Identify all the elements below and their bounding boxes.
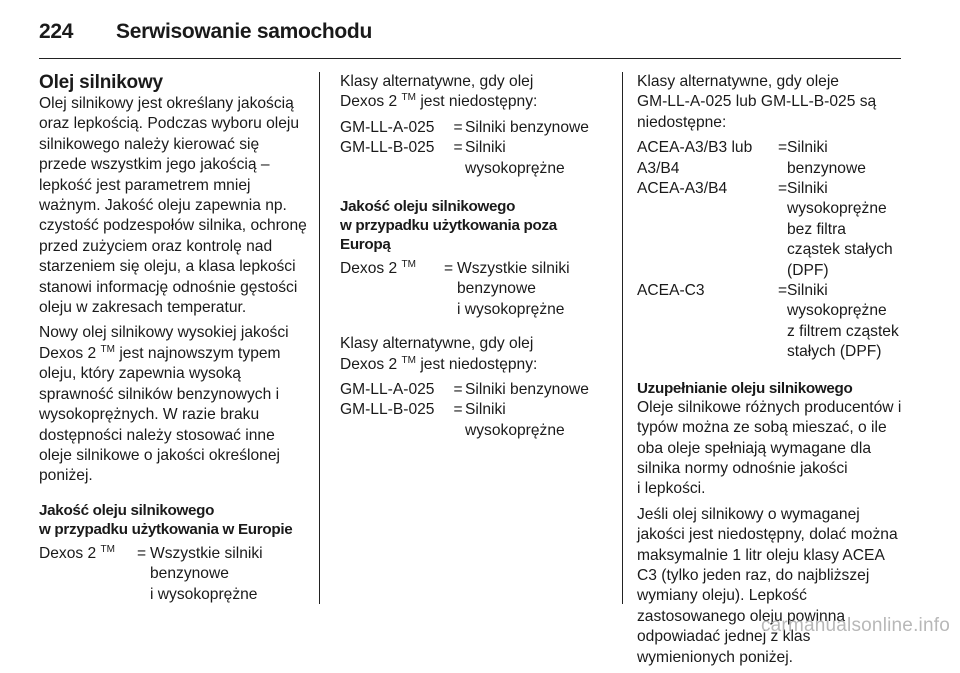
spec-name: Dexos 2 ™ <box>340 259 416 278</box>
spec-name: GM-LL-B-025 <box>340 139 435 157</box>
spec-table-acea <box>637 138 903 362</box>
spec-name: GM-LL-A-025 <box>340 381 435 399</box>
column-divider-1 <box>319 72 320 604</box>
subheading-quality-europe: Jakość oleju silnikowego w przypadku użytkowania w Europie <box>39 501 293 538</box>
spec-equals: = <box>453 118 463 136</box>
spec-value: Silniki wysokoprężne <box>465 401 565 439</box>
page-title: Serwisowanie samochodu <box>116 20 372 43</box>
spec-value: Wszystkie silniki benzynowe i wysokoprężne <box>457 260 570 318</box>
spec-equals: = <box>136 544 147 562</box>
spec-table-europe <box>39 544 307 605</box>
column-divider-2 <box>622 72 623 604</box>
spec-equals: = <box>443 260 454 278</box>
section-heading-engine-oil: Olej silnikowy <box>39 72 163 93</box>
spec-value: Silniki wysokoprężne <box>465 139 565 177</box>
spec-name: ACEA-C3 <box>637 282 705 300</box>
paragraph-alternative-classes-1: Klasy alternatywne, gdy olej Dexos 2 ™ jest niedostępny: <box>340 73 538 111</box>
spec-value: Silniki benzynowe <box>465 118 589 136</box>
spec-table-outside-europe <box>340 259 602 320</box>
column-3 <box>637 72 903 673</box>
spec-equals: = <box>453 381 463 399</box>
spec-value: Silniki benzynowe <box>465 381 589 399</box>
spec-name: ACEA-A3/B4 <box>637 180 728 198</box>
paragraph-acea-c3: Jeśli olej silnikowy o wymaganej jakości jest niedostępny, dolać można maksymalnie 1 litr oleju klasy ACEA C3 (tylko jeden raz, do najbliższej wymiany oleju). Lepkość zastosowanego oleju powinna odpowiadać jednej z klas wymienionych poniżej. <box>637 505 898 666</box>
paragraph-alternative-classes-2: Klasy alternatywne, gdy olej Dexos 2 ™ jest niedostępny: <box>340 335 538 373</box>
spec-equals: = <box>453 401 463 419</box>
subheading-topping-up-oil: Uzupełnianie oleju silnikowego <box>637 379 853 397</box>
spec-value: Silniki wysokoprężne bez filtra cząstek stałych (DPF) <box>787 180 893 279</box>
spec-name: Dexos 2 ™ <box>39 543 115 562</box>
paragraph-mixing-oils: Oleje silnikowe różnych producentów i typów można ze sobą mieszać, o ile oba oleje spełniają wymagane dla silnika normy odnośnie jakości i lepkości. <box>637 398 902 498</box>
watermark: carmanualsonline.info <box>760 615 950 636</box>
page-number: 224 <box>39 20 74 43</box>
spec-name: ACEA-A3/B3 lub A3/B4 <box>637 139 753 177</box>
spec-name: GM-LL-A-025 <box>340 118 435 136</box>
spec-value: Wszystkie silniki benzynowe i wysokoprężne <box>150 544 263 603</box>
column-2 <box>340 72 602 451</box>
spec-equals: = <box>778 139 788 157</box>
spec-name: GM-LL-B-025 <box>340 401 435 419</box>
subheading-quality-outside-europe: Jakość oleju silnikowego w przypadku użytkowania poza Europą <box>340 198 557 254</box>
page-header <box>39 14 901 59</box>
spec-table-alternatives-1 <box>340 118 602 179</box>
spec-table-alternatives-2 <box>340 380 602 441</box>
paragraph-dexos: Nowy olej silnikowy wysokiej jakości Dexos 2 ™ jest najnowszym typem oleju, który zapewnia wysoką sprawność silników benzynowych i wysokoprężnych. W razie braku dostępności należy stosować inne oleje silnikowe o jakości określonej poniżej. <box>39 324 289 485</box>
spec-value: Silniki wysokoprężne z filtrem cząstek stałych (DPF) <box>787 282 899 361</box>
spec-equals: = <box>778 282 788 300</box>
column-1 <box>39 72 307 615</box>
spec-value: Silniki benzynowe <box>787 139 866 177</box>
spec-equals: = <box>778 180 788 198</box>
spec-equals: = <box>453 139 463 157</box>
paragraph-oil-quality: Olej silnikowy jest określany jakością oraz lepkością. Podczas wyboru oleju silnikowego należy kierować się przede wszystkim jego jakością – lepkość jest parametrem mniej ważnym. Jakość oleju zapewnia np. czystość podzespołów silnika, ochronę przed zużyciem oraz kontrolę nad starzeniem się oleju, a klasa lepkości stanowi informację odnośnie gęstości oleju w zakresach temperatur. <box>39 95 307 317</box>
paragraph-alternative-classes-acea: Klasy alternatywne, gdy oleje GM-LL-A-025 lub GM-LL-B-025 są niedostępne: <box>637 73 877 131</box>
